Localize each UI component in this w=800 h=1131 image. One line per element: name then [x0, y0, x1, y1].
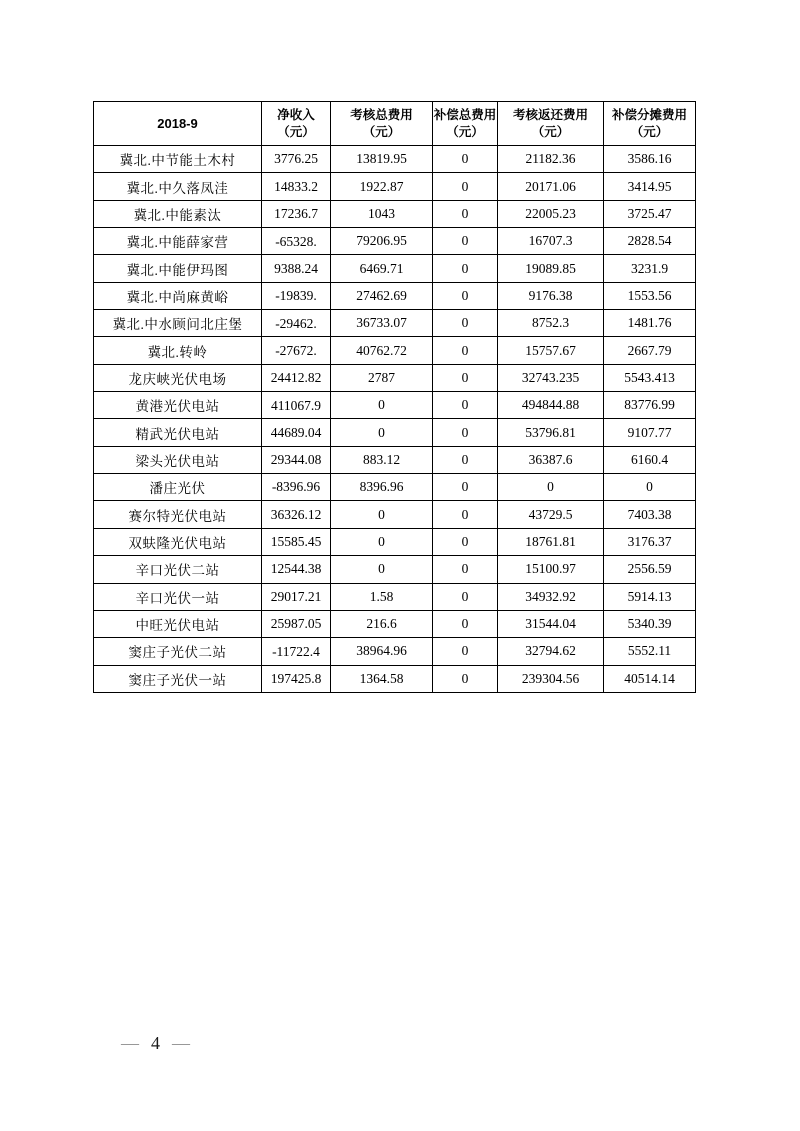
table-row [94, 337, 696, 364]
value-cell: 0 [433, 419, 498, 446]
value-cell: 3176.37 [604, 528, 696, 555]
column-header-label: 补偿分摊费用 [611, 107, 687, 122]
value-cell: 36733.07 [331, 310, 433, 337]
value-cell: 0 [433, 146, 498, 173]
value-cell: 1922.87 [331, 173, 433, 200]
column-header-compensation-total [433, 102, 498, 146]
value-cell: 3231.9 [604, 255, 696, 282]
value-cell: 34932.92 [498, 583, 604, 610]
value-cell: 3414.95 [604, 173, 696, 200]
value-cell: 0 [604, 474, 696, 501]
table-row [94, 392, 696, 419]
value-cell: 0 [433, 228, 498, 255]
station-name-cell: 冀北.中能素汰 [94, 200, 262, 227]
value-cell: 883.12 [331, 446, 433, 473]
column-header-compensation-share [604, 102, 696, 146]
value-cell: 22005.23 [498, 200, 604, 227]
station-name-cell: 冀北.中节能土木村 [94, 146, 262, 173]
station-name-cell: 梁头光伏电站 [94, 446, 262, 473]
station-name-cell: 黄港光伏电站 [94, 392, 262, 419]
station-name-cell: 冀北.中能薛家营 [94, 228, 262, 255]
value-cell: 36387.6 [498, 446, 604, 473]
station-name-cell: 窦庄子光伏一站 [94, 665, 262, 692]
value-cell: 0 [433, 528, 498, 555]
value-cell: 1.58 [331, 583, 433, 610]
value-cell: 15757.67 [498, 337, 604, 364]
table-row [94, 556, 696, 583]
table-row [94, 419, 696, 446]
value-cell: -19839. [262, 282, 331, 309]
value-cell: 0 [498, 474, 604, 501]
value-cell: -11722.4 [262, 638, 331, 665]
column-header-assessment-return [498, 102, 604, 146]
station-name-cell: 窦庄子光伏二站 [94, 638, 262, 665]
value-cell: 0 [433, 392, 498, 419]
column-header-unit: （元） [446, 124, 484, 139]
header-row [94, 102, 696, 146]
value-cell: 0 [433, 638, 498, 665]
table-row [94, 364, 696, 391]
station-name-cell: 辛口光伏二站 [94, 556, 262, 583]
value-cell: 43729.5 [498, 501, 604, 528]
value-cell: 24412.82 [262, 364, 331, 391]
value-cell: 0 [433, 364, 498, 391]
value-cell: 17236.7 [262, 200, 331, 227]
table-row [94, 528, 696, 555]
value-cell: 13819.95 [331, 146, 433, 173]
table-row [94, 583, 696, 610]
column-header-period: 2018-9 [94, 102, 262, 146]
column-header-label: 净收入 [277, 107, 315, 122]
table-row [94, 610, 696, 637]
value-cell: 15100.97 [498, 556, 604, 583]
page-footer [121, 1033, 190, 1054]
value-cell: 0 [331, 392, 433, 419]
value-cell: 32794.62 [498, 638, 604, 665]
value-cell: 8752.3 [498, 310, 604, 337]
value-cell: 0 [433, 474, 498, 501]
value-cell: 53796.81 [498, 419, 604, 446]
column-header-unit: （元） [277, 124, 315, 139]
value-cell: 3776.25 [262, 146, 331, 173]
station-name-cell: 精武光伏电站 [94, 419, 262, 446]
table-row [94, 200, 696, 227]
station-name-cell: 赛尔特光伏电站 [94, 501, 262, 528]
value-cell: 19089.85 [498, 255, 604, 282]
station-name-cell: 辛口光伏一站 [94, 583, 262, 610]
value-cell: 216.6 [331, 610, 433, 637]
value-cell: 18761.81 [498, 528, 604, 555]
station-name-cell: 冀北.中久落凤洼 [94, 173, 262, 200]
table-row [94, 282, 696, 309]
footer-dash-left: — [121, 1033, 139, 1053]
value-cell: 7403.38 [604, 501, 696, 528]
value-cell: 5340.39 [604, 610, 696, 637]
table-row [94, 501, 696, 528]
table-row [94, 310, 696, 337]
value-cell: 1364.58 [331, 665, 433, 692]
value-cell: 0 [433, 583, 498, 610]
value-cell: 0 [331, 501, 433, 528]
value-cell: 79206.95 [331, 228, 433, 255]
value-cell: 0 [433, 337, 498, 364]
table-row [94, 173, 696, 200]
value-cell: 494844.88 [498, 392, 604, 419]
value-cell: 40762.72 [331, 337, 433, 364]
value-cell: -8396.96 [262, 474, 331, 501]
value-cell: 44689.04 [262, 419, 331, 446]
value-cell: 27462.69 [331, 282, 433, 309]
value-cell: 0 [331, 556, 433, 583]
value-cell: 411067.9 [262, 392, 331, 419]
value-cell: 0 [331, 419, 433, 446]
value-cell: 36326.12 [262, 501, 331, 528]
page-number: 4 [151, 1033, 160, 1053]
value-cell: 0 [433, 200, 498, 227]
table-row [94, 665, 696, 692]
value-cell: 6160.4 [604, 446, 696, 473]
station-name-cell: 冀北.中水顾问北庄堡 [94, 310, 262, 337]
footer-dash-right: — [172, 1033, 190, 1053]
value-cell: 25987.05 [262, 610, 331, 637]
value-cell: 1481.76 [604, 310, 696, 337]
value-cell: 0 [433, 446, 498, 473]
station-name-cell: 冀北.中能伊玛图 [94, 255, 262, 282]
value-cell: 0 [433, 556, 498, 583]
station-name-cell: 潘庄光伏 [94, 474, 262, 501]
station-name-cell: 龙庆峡光伏电场 [94, 364, 262, 391]
value-cell: 9107.77 [604, 419, 696, 446]
station-name-cell: 冀北.转岭 [94, 337, 262, 364]
value-cell: 0 [433, 173, 498, 200]
value-cell: 12544.38 [262, 556, 331, 583]
value-cell: 5914.13 [604, 583, 696, 610]
table-row [94, 446, 696, 473]
value-cell: 0 [433, 610, 498, 637]
value-cell: 9388.24 [262, 255, 331, 282]
table-row [94, 146, 696, 173]
value-cell: 0 [433, 501, 498, 528]
value-cell: 0 [331, 528, 433, 555]
value-cell: 197425.8 [262, 665, 331, 692]
table-row [94, 474, 696, 501]
value-cell: 2787 [331, 364, 433, 391]
value-cell: 40514.14 [604, 665, 696, 692]
value-cell: 15585.45 [262, 528, 331, 555]
value-cell: 2556.59 [604, 556, 696, 583]
column-header-assessment-total [331, 102, 433, 146]
table-row [94, 638, 696, 665]
value-cell: 6469.71 [331, 255, 433, 282]
table-body [94, 146, 696, 693]
column-header-net-income [262, 102, 331, 146]
value-cell: 14833.2 [262, 173, 331, 200]
column-header-label: 补偿总费用 [433, 107, 497, 122]
value-cell: 29344.08 [262, 446, 331, 473]
value-cell: 29017.21 [262, 583, 331, 610]
value-cell: 21182.36 [498, 146, 604, 173]
station-name-cell: 冀北.中尚麻黄峪 [94, 282, 262, 309]
value-cell: 5552.11 [604, 638, 696, 665]
value-cell: -27672. [262, 337, 331, 364]
value-cell: -29462. [262, 310, 331, 337]
value-cell: 32743.235 [498, 364, 604, 391]
column-header-unit: （元） [630, 124, 669, 139]
value-cell: -65328. [262, 228, 331, 255]
value-cell: 0 [433, 255, 498, 282]
value-cell: 16707.3 [498, 228, 604, 255]
value-cell: 0 [433, 665, 498, 692]
settlement-table [93, 101, 696, 693]
value-cell: 20171.06 [498, 173, 604, 200]
value-cell: 38964.96 [331, 638, 433, 665]
value-cell: 9176.38 [498, 282, 604, 309]
value-cell: 3586.16 [604, 146, 696, 173]
value-cell: 3725.47 [604, 200, 696, 227]
value-cell: 31544.04 [498, 610, 604, 637]
column-header-label: 考核总费用 [350, 107, 413, 122]
value-cell: 2667.79 [604, 337, 696, 364]
value-cell: 0 [433, 282, 498, 309]
value-cell: 0 [433, 310, 498, 337]
value-cell: 1043 [331, 200, 433, 227]
value-cell: 239304.56 [498, 665, 604, 692]
value-cell: 1553.56 [604, 282, 696, 309]
station-name-cell: 双蚨隆光伏电站 [94, 528, 262, 555]
value-cell: 8396.96 [331, 474, 433, 501]
table-row [94, 228, 696, 255]
station-name-cell: 中旺光伏电站 [94, 610, 262, 637]
value-cell: 83776.99 [604, 392, 696, 419]
value-cell: 5543.413 [604, 364, 696, 391]
table-header [94, 102, 696, 146]
column-header-unit: （元） [531, 124, 570, 139]
value-cell: 2828.54 [604, 228, 696, 255]
column-header-unit: （元） [362, 124, 401, 139]
table-row [94, 255, 696, 282]
column-header-label: 考核返还费用 [512, 107, 588, 122]
